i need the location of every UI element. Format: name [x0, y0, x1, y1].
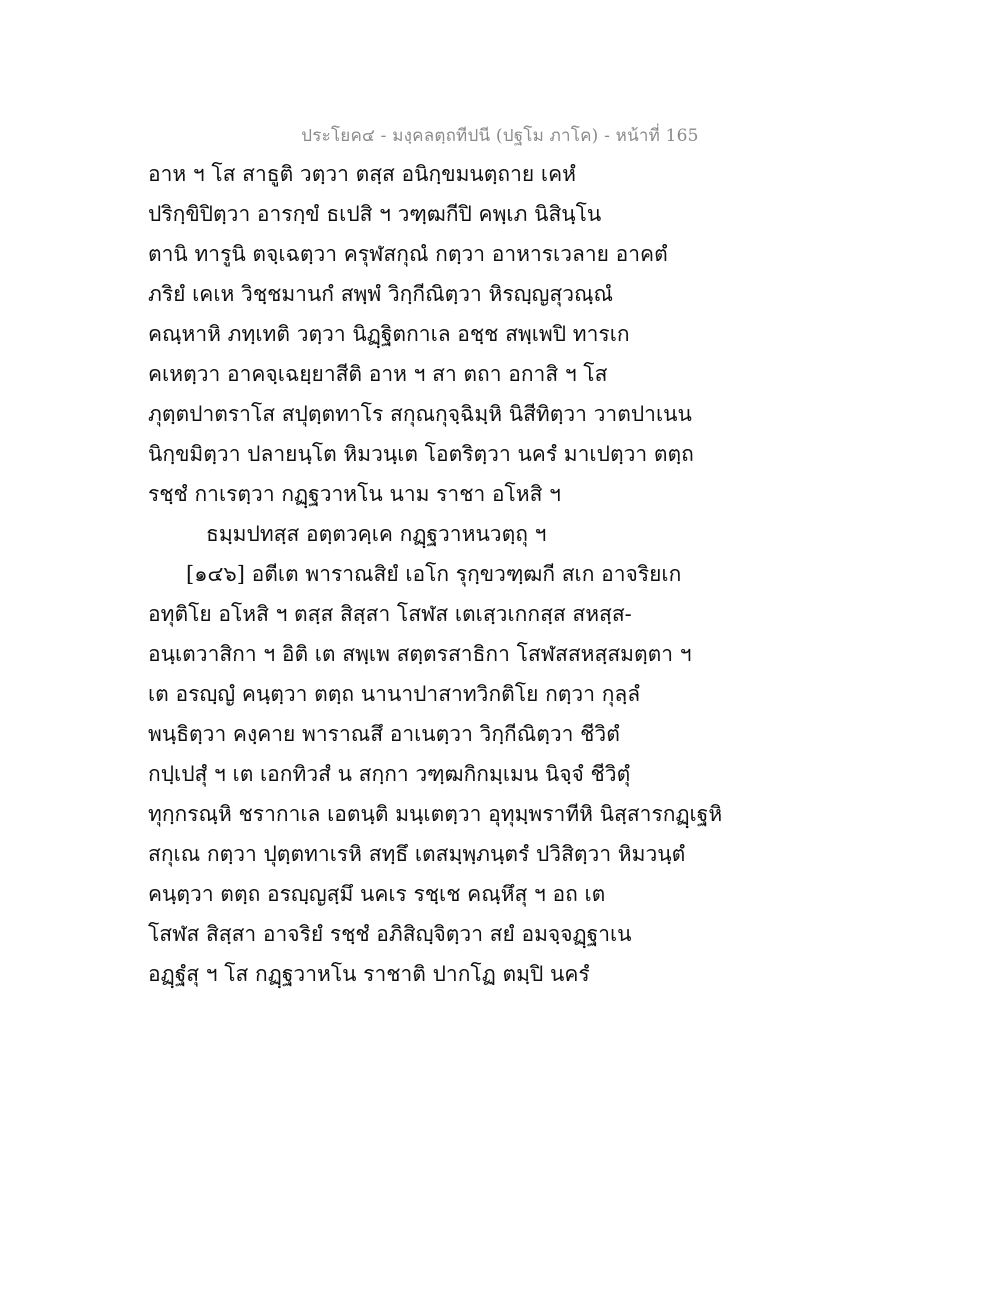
text-line: กปฺเปสุํ ฯ เต เอกทิวสํ น สกฺกา วฑฺฒกิกมฺเมน นิจฺจํ ชีวิตุํ [148, 762, 631, 786]
paragraph-first-line: [๑๔๖] อตีเต พาราณสิยํ เอโก รุกฺขวฑฺฒกี สเก อาจริยเก [186, 562, 682, 586]
text-line: คณฺหาหิ ภทฺเทติ วตฺวา นิฏฺฐิตกาเล อชฺช สพฺเพปิ ทารเก [148, 322, 630, 346]
text-line: ปริกฺขิปิตฺวา อารกฺขํ ธเปสิ ฯ วฑฺฒกีปิ คพฺเภ นิสินฺโน [148, 202, 602, 226]
running-header: ประโยค๔ - มงฺคลตฺถทีปนี (ปฐโม ภาโค) - หน้าที่ 165 [301, 126, 699, 146]
text-line: คนฺตฺวา ตตฺถ อรญฺญสฺมึ นคเร รชฺเช คณฺหึสุ ฯ อถ เต [148, 882, 606, 906]
text-line: ทุกฺกรณฺหิ ชรากาเล เอตนฺติ มนฺเตตฺวา อุทุมฺพราทีหิ นิสฺสารกฏฺเฐหิ [148, 802, 723, 826]
text-line: อนฺเตวาสิกา ฯ อิติ เต สพฺเพ สตฺตรสาธิกา โสฬสสหสฺสมตฺตา ฯ [148, 642, 692, 666]
text-line: นิกฺขมิตฺวา ปลายนฺโต หิมวนฺเต โอตริตฺวา นครํ มาเปตฺวา ตตฺถ [148, 442, 694, 466]
text-line: ภริยํ เคเห วิชฺชมานกํ สพฺพํ วิกฺกีณิตฺวา หิรญฺญสุวณฺณํ [148, 282, 613, 306]
text-line: สกุเณ กตฺวา ปุตฺตทาเรหิ สทฺธึ เตสมฺพฺภนฺตรํ ปวิสิตฺวา หิมวนฺตํ [148, 842, 686, 866]
text-line: คเหตฺวา อาคจฺเฉยฺยาสีติ อาห ฯ สา ตถา อกาสิ ฯ โส [148, 362, 608, 386]
text-line: ภุตฺตปาตราโส สปุตฺตทาโร สกุณกุจฺฉิมฺหิ นิสีทิตฺวา วาตปาเนน [148, 402, 692, 426]
text-line: พนฺธิตฺวา คงฺคาย พาราณสึ อาเนตฺวา วิกฺกีณิตฺวา ชีวิตํ [148, 722, 620, 746]
text-line: อทุติโย อโหสิ ฯ ตสฺส สิสฺสา โสฬส เตเสฺวเกกสฺส สหสฺส- [148, 602, 632, 626]
text-line: ตานิ ทารูนิ ตจฺเฉตฺวา ครุฬสกุณํ กตฺวา อาหารเวลาย อาคตํ [148, 242, 668, 266]
body-text [148, 160, 723, 1000]
text-line: เต อรญฺญํ คนฺตฺวา ตตฺถ นานาปาสาทวิกติโย กตฺวา กุลฺลํ [148, 682, 641, 706]
text-line: อาห ฯ โส สาธูติ วตฺวา ตสฺส อนิกฺขมนตฺถาย เคหํ [148, 162, 576, 186]
text-line: โสฬส สิสฺสา อาจริยํ รชฺชํ อภิสิญฺจิตฺวา สยํ อมจฺจฏฺฐาเน [148, 922, 632, 946]
text-line: รชฺชํ กาเรตฺวา กฏฺฐวาหโน นาม ราชา อโหสิ ฯ [148, 482, 561, 506]
section-heading: ธมฺมปทสฺส อตฺตวคฺเค กฏฺฐวาหนวตฺถุ ฯ [206, 522, 547, 546]
text-line: อฏฺฐํสุ ฯ โส กฏฺฐวาหโน ราชาติ ปากโฏ ตมฺปิ นครํ [148, 962, 590, 986]
